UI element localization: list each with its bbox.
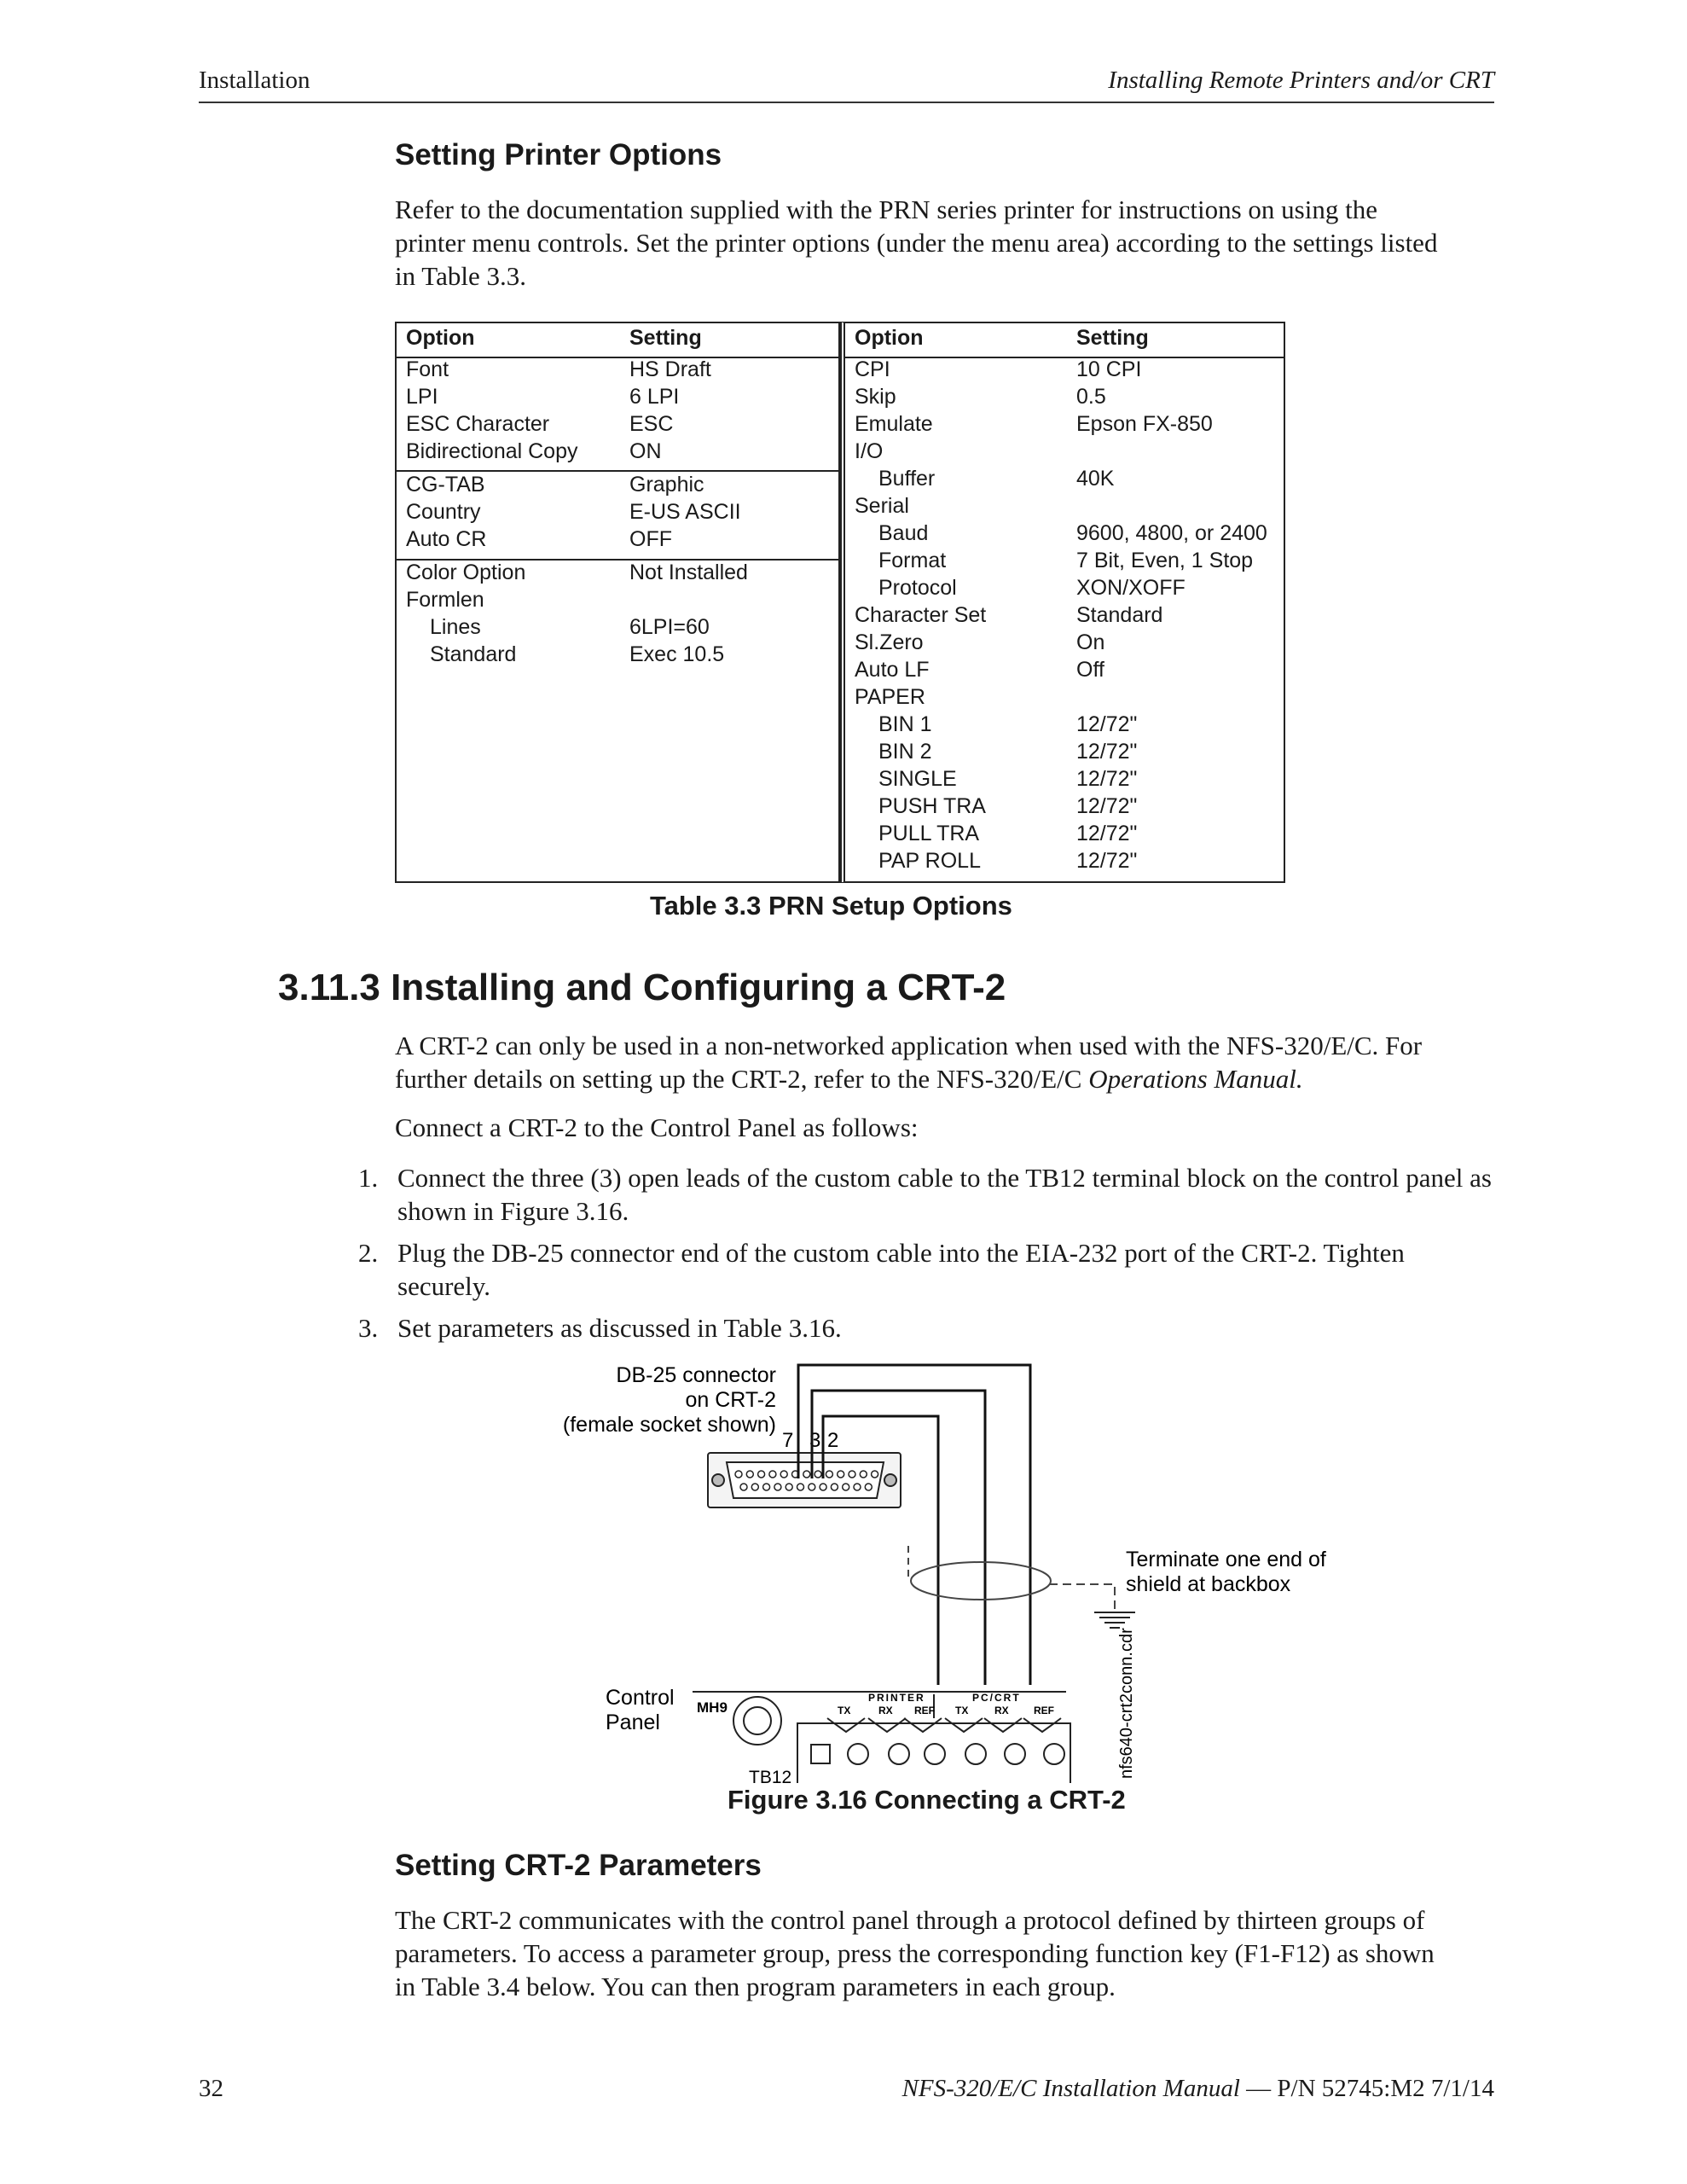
- paragraph-line: parameters. To access a parameter group, press the corresponding function key (F1-F12) as shown: [395, 1938, 1435, 1968]
- db25-pin: [780, 1471, 787, 1478]
- table-cell-option: Auto CR: [406, 527, 487, 551]
- shield-note-line: Terminate one end of: [1126, 1548, 1326, 1571]
- table-cell-option: Buffer: [878, 467, 936, 491]
- table-cell-option: Sl.Zero: [855, 630, 924, 654]
- table-cell-setting: 12/72": [1076, 822, 1138, 845]
- col-header-setting: Setting: [1076, 326, 1149, 350]
- table-cell-setting: 7 Bit, Even, 1 Stop: [1076, 549, 1254, 572]
- table-cell-setting: 12/72": [1076, 767, 1138, 791]
- db25-pin: [820, 1484, 826, 1490]
- connect-instruction: Connect a CRT-2 to the Control Panel as follows:: [395, 1112, 919, 1142]
- table-cell-option: Standard: [430, 642, 517, 666]
- table-cell-setting: HS Draft: [629, 357, 711, 381]
- table-cell-setting: 6LPI=60: [629, 615, 710, 639]
- terminal-label: TX: [955, 1705, 969, 1716]
- db25-pin: [872, 1471, 878, 1478]
- db25-pin: [849, 1471, 855, 1478]
- col-header-setting: Setting: [629, 326, 702, 350]
- table-cell-option: Serial: [855, 494, 909, 518]
- table-cell-setting: 12/72": [1076, 794, 1138, 818]
- table-cell-option: Format: [878, 549, 947, 572]
- table-cell-setting: 12/72": [1076, 740, 1138, 764]
- prn-options-table-right: [840, 322, 1285, 883]
- table-cell-setting: 6 LPI: [629, 385, 680, 409]
- crt2-parameters-heading: Setting CRT-2 Parameters: [395, 1849, 762, 1882]
- step-number: 2.: [358, 1238, 379, 1268]
- table-cell-setting: On: [1076, 630, 1105, 654]
- table-cell-option: Lines: [430, 615, 481, 639]
- db25-label-line: on CRT-2: [685, 1388, 776, 1412]
- db25-label-line: DB-25 connector: [616, 1363, 776, 1387]
- table-cell-setting: 9600, 4800, or 2400: [1076, 521, 1267, 545]
- terminal-screw: [925, 1744, 945, 1764]
- shield-note-line: shield at backbox: [1126, 1572, 1291, 1596]
- terminal-label: REF: [1034, 1705, 1054, 1716]
- tb12-label: TB12: [749, 1768, 792, 1783]
- printer-options-intro: [395, 193, 1487, 293]
- mh9-label: MH9: [697, 1699, 728, 1716]
- table-cell-setting: 12/72": [1076, 849, 1138, 873]
- list-item: [358, 1161, 1498, 1228]
- running-header-right: Installing Remote Printers and/or CRT: [1108, 67, 1494, 94]
- intro-line: Refer to the documentation supplied with the PRN series printer for instructions on using the: [395, 195, 1377, 224]
- db25-pin: [865, 1484, 872, 1490]
- db25-pin: [746, 1471, 753, 1478]
- pccrt-group-label: PC/CRT: [972, 1692, 1021, 1704]
- printer-group-label: PRINTER: [868, 1692, 925, 1704]
- table-cell-setting: OFF: [629, 527, 672, 551]
- table-cell-option: CG-TAB: [406, 473, 485, 497]
- table-cell-setting: Off: [1076, 658, 1104, 682]
- table-cell-option: Font: [406, 357, 449, 381]
- panel-label-line: Panel: [606, 1711, 660, 1734]
- db25-pin: [763, 1484, 770, 1490]
- part-number: — P/N 52745:M2 7/1/14: [1239, 2075, 1494, 2102]
- table-cell-setting: 40K: [1076, 467, 1115, 491]
- table-cell-setting: Not Installed: [629, 561, 748, 584]
- db25-pin: [740, 1484, 747, 1490]
- db25-pin: [838, 1471, 844, 1478]
- table-cell-setting: Exec 10.5: [629, 642, 725, 666]
- terminal-screw: [965, 1744, 986, 1764]
- db25-pin: [831, 1484, 838, 1490]
- crt2-connection-diagram: [546, 1356, 1365, 1783]
- terminal-labels: [838, 1705, 1054, 1716]
- intro-line: in Table 3.3.: [395, 261, 526, 291]
- table-cell-setting: Graphic: [629, 473, 704, 497]
- terminal-label: RX: [994, 1705, 1009, 1716]
- col-header-option: Option: [855, 326, 924, 350]
- steps-list: [358, 1161, 1498, 1353]
- table-cell-option: PUSH TRA: [878, 794, 986, 818]
- table-cell-setting: Epson FX-850: [1076, 412, 1213, 436]
- db25-pin: [854, 1484, 861, 1490]
- table-cell-option: Protocol: [878, 576, 957, 600]
- table-cell-option: CPI: [855, 357, 890, 381]
- step-text: Set parameters as discussed in Table 3.16.: [397, 1313, 842, 1343]
- prn-options-table-left: [395, 322, 840, 883]
- db25-pin: [860, 1471, 867, 1478]
- terminal-label: TX: [838, 1705, 851, 1716]
- cable-wires: [798, 1365, 1030, 1685]
- running-header-left: Installation: [199, 67, 310, 94]
- terminal-label: RX: [878, 1705, 893, 1716]
- db25-pin: [769, 1471, 776, 1478]
- header-rule: [199, 102, 1494, 103]
- table-cell-option: Baud: [878, 521, 929, 545]
- table-cell-setting: Standard: [1076, 603, 1163, 627]
- list-item: [358, 1236, 1498, 1303]
- db25-pin: [843, 1484, 849, 1490]
- panel-label-line: Control: [606, 1686, 675, 1710]
- group-divider: [397, 470, 838, 472]
- table-cell-option: PAP ROLL: [878, 849, 981, 873]
- db25-connector: [708, 1453, 901, 1507]
- table-cell-setting: 0.5: [1076, 385, 1106, 409]
- table-cell-option: Bidirectional Copy: [406, 439, 578, 463]
- step-number: 1.: [358, 1163, 379, 1193]
- table-cell-option: Auto LF: [855, 658, 930, 682]
- table-cell-option: I/O: [855, 439, 884, 463]
- table-cell-option: BIN 2: [878, 740, 932, 764]
- table-cell-setting: XON/XOFF: [1076, 576, 1186, 600]
- intro-line: A CRT-2 can only be used in a non-networked application when used with the NFS-320/E/C. For: [395, 1031, 1423, 1060]
- table-cell-option: Formlen: [406, 588, 484, 612]
- paragraph-line: The CRT-2 communicates with the control panel through a protocol defined by thirteen groups of: [395, 1905, 1425, 1935]
- table-header-row: [845, 323, 1284, 358]
- table-cell-option: LPI: [406, 385, 438, 409]
- manual-name: NFS-320/E/C Installation Manual: [901, 2075, 1240, 2102]
- db25-pin: [735, 1471, 742, 1478]
- db25-pin: [815, 1471, 821, 1478]
- table-cell-option: Country: [406, 500, 481, 524]
- running-footer: [902, 2075, 1494, 2103]
- figure-caption: Figure 3.16 Connecting a CRT-2: [728, 1785, 1126, 1815]
- intro-line: printer menu controls. Set the printer options (under the menu area) according to the settings listed: [395, 228, 1438, 258]
- manual-title: Operations Manual.: [1088, 1064, 1303, 1094]
- mh9-standoff: [733, 1697, 781, 1745]
- db25-pin: [786, 1484, 792, 1490]
- terminal-screw: [1005, 1744, 1025, 1764]
- table-cell-option: PAPER: [855, 685, 925, 709]
- db25-label-line: (female socket shown): [562, 1413, 776, 1437]
- list-item: [358, 1311, 1498, 1345]
- table-cell-option: Color Option: [406, 561, 526, 584]
- db25-pin: [803, 1471, 810, 1478]
- terminal-label: REF: [914, 1705, 935, 1716]
- db25-pin: [774, 1484, 781, 1490]
- pin-label: 2: [827, 1429, 839, 1452]
- intro-line: further details on setting up the CRT-2, refer to the NFS-320/E/C: [395, 1064, 1082, 1094]
- paragraph-line: in Table 3.4 below. You can then program parameters in each group.: [395, 1972, 1116, 2001]
- table-cell-option: Character Set: [855, 603, 987, 627]
- page-number: 32: [199, 2075, 223, 2102]
- col-header-option: Option: [406, 326, 475, 350]
- step-text: Connect the three (3) open leads of the custom cable to the TB12 terminal block on the control panel as shown in Figure 3.16.: [397, 1163, 1492, 1226]
- table-cell-setting: E-US ASCII: [629, 500, 741, 524]
- db25-pin: [826, 1471, 832, 1478]
- crt-intro: [395, 1029, 1487, 1095]
- table-cell-setting: 10 CPI: [1076, 357, 1142, 381]
- tb12-terminal-block: [797, 1718, 1070, 1783]
- table-caption: Table 3.3 PRN Setup Options: [650, 891, 1012, 921]
- terminal-screw: [1044, 1744, 1064, 1764]
- pin-label: 3: [809, 1429, 821, 1452]
- terminal-screw: [848, 1744, 868, 1764]
- ground-symbol: [1094, 1612, 1135, 1628]
- table-cell-option: ESC Character: [406, 412, 550, 436]
- db25-pin: [751, 1484, 758, 1490]
- step-number: 3.: [358, 1313, 379, 1343]
- step-text: Plug the DB-25 connector end of the custom cable into the EIA-232 port of the CRT-2. Tighten securely.: [397, 1238, 1405, 1301]
- drawing-file-reference: nfs640-crt2conn.cdr: [1117, 1628, 1136, 1779]
- section-title: 3.11.3 Installing and Configuring a CRT-2: [278, 967, 1006, 1008]
- db25-pin: [758, 1471, 765, 1478]
- terminal-screw: [889, 1744, 909, 1764]
- pin-label: 7: [782, 1429, 794, 1452]
- table-header-row: [397, 323, 838, 358]
- db25-pin: [809, 1484, 815, 1490]
- printer-options-heading: Setting Printer Options: [395, 138, 722, 171]
- table-cell-option: PULL TRA: [878, 822, 980, 845]
- table-cell-setting: 12/72": [1076, 712, 1138, 736]
- table-cell-setting: ON: [629, 439, 662, 463]
- table-cell-setting: ESC: [629, 412, 674, 436]
- table-cell-option: BIN 1: [878, 712, 932, 736]
- table-cell-option: Skip: [855, 385, 896, 409]
- crt2-parameters-text: [395, 1903, 1487, 2003]
- db25-pin: [797, 1484, 804, 1490]
- table-cell-option: Emulate: [855, 412, 933, 436]
- table-cell-option: SINGLE: [878, 767, 957, 791]
